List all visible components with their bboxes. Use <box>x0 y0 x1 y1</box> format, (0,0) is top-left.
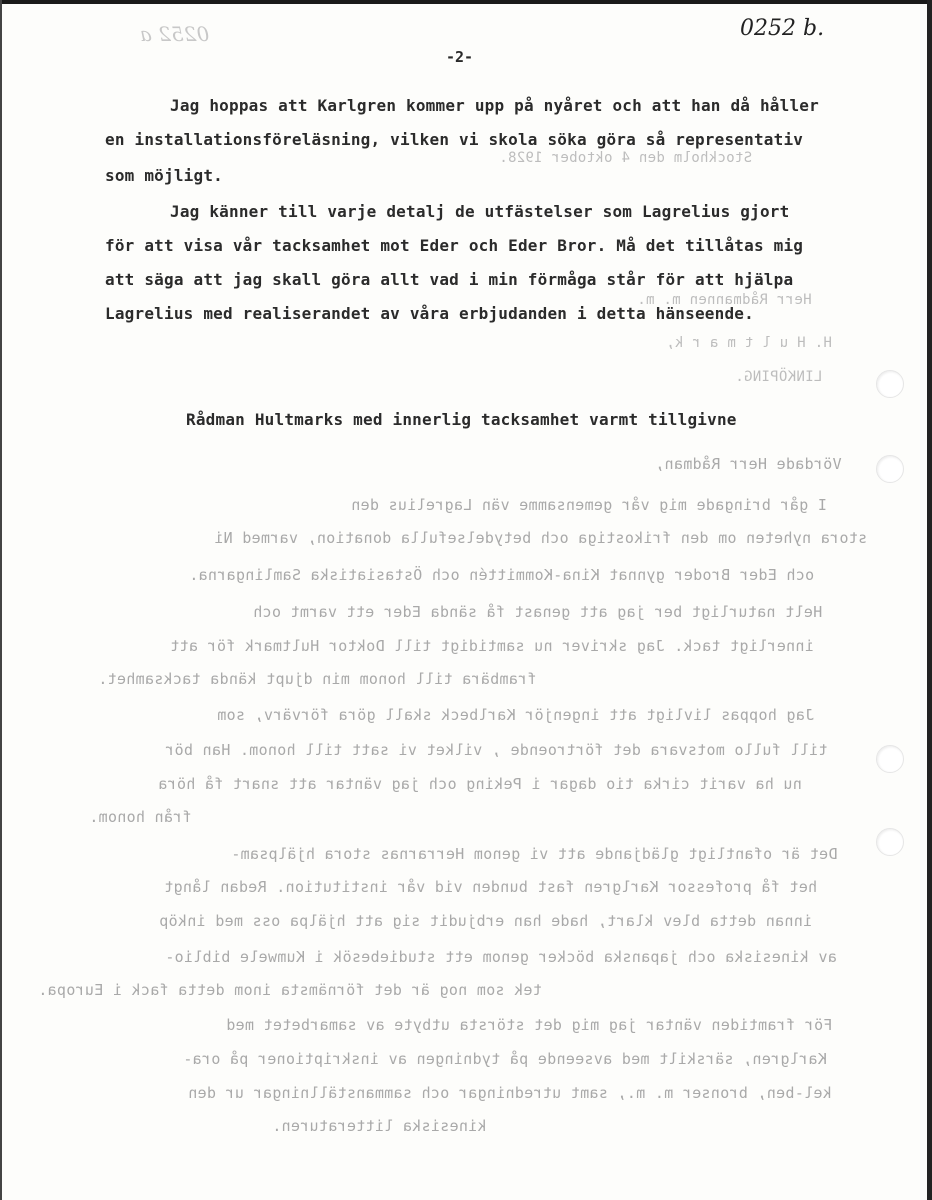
body-line-7: Lagrelius med realiserandet av våra erbjudanden i detta hänseende. <box>105 304 754 323</box>
ghost-text-line: kinesiska litteraturen. <box>272 1117 487 1135</box>
ghost-text-line: Karlgren, särskilt med avseende på tydningen av inskriptioner på ora- <box>183 1050 827 1068</box>
ghost-text-line: innerligt tack. Jag skriver nu samtidigt till Doktor Hultmark för att <box>170 637 814 655</box>
body-line-3: som möjligt. <box>105 166 223 185</box>
ghost-text-line: och Eder Broder gynnat Kina-Kommittén och Östasiatiska Samlingarna. <box>188 566 814 584</box>
ghost-text-line: stora nyheten om den frikostiga och betydelsefulla donation, varmed Ni <box>213 529 867 547</box>
closing-line: Rådman Hultmarks med innerlig tacksamhet varmt tillgivne <box>186 410 737 429</box>
ghost-text-line: tek som nog är det förnämsta inom detta fack i Europa. <box>38 981 542 999</box>
ghost-text-line: av kinesiska och japanska böcker genom ett studiebesök i Kumwele biblio- <box>165 948 837 966</box>
page-number: -2- <box>446 48 474 66</box>
ghost-salutation-line: Vördade Herr Rådman, <box>655 455 842 473</box>
body-line-1: Jag hoppas att Karlgren kommer upp på nyåret och att han då håller <box>170 96 819 115</box>
ghost-archive-number: 0252 a <box>140 22 210 46</box>
body-line-5: för att visa vår tacksamhet mot Eder och Eder Bror. Må det tillåtas mig <box>105 236 804 255</box>
ghost-text-line: innan detta blev klart, hade han erbjudit sig att hjälpa oss med inköp <box>158 912 812 930</box>
punch-hole <box>876 745 904 773</box>
body-line-2: en installationsföreläsning, vilken vi skola söka göra så representativ <box>105 130 804 149</box>
ghost-text-line: till fullo motsvara det förtroende , vilket vi satt till honom. Han bör <box>164 741 827 759</box>
scan-edge-right <box>927 0 932 1200</box>
ghost-text-line: För framtiden väntar jag mig det största utbyte av samarbetet med <box>225 1016 832 1034</box>
ghost-city-line: LINKÖPING. <box>734 369 822 385</box>
punch-hole <box>876 828 904 856</box>
punch-hole <box>876 455 904 483</box>
archive-number: 0252 b. <box>740 16 825 41</box>
ghost-addressee-line: Herr Rådmannen m. m. <box>637 292 812 308</box>
ghost-name-line: H. H u l t m a r k, <box>666 335 832 351</box>
scan-edge-top <box>0 0 932 4</box>
ghost-text-line: I går bringade mig vår gemensamme vän Lagrelius den <box>351 496 827 514</box>
punch-hole <box>876 370 904 398</box>
ghost-text-line: från honom. <box>89 808 192 826</box>
body-line-4: Jag känner till varje detalj de utfästelser som Lagrelius gjort <box>170 202 790 221</box>
ghost-text-line: Det är ofantligt glädjande att vi genom Herrarnas stora hjälpsam- <box>230 845 837 863</box>
scan-edge-left <box>0 0 2 1200</box>
ghost-text-line: Jag hoppas livligt att ingenjör Karlbeck skall göra förvärv, som <box>216 706 814 724</box>
ghost-text-line: frambära till honom min djupt kända tacksamhet. <box>98 670 537 688</box>
body-line-6: att säga att jag skall göra allt vad i min förmåga står för att hjälpa <box>105 270 794 289</box>
ghost-text-line: het få professor Karlgren fast bunden vid vår institution. Redan långt <box>163 878 817 896</box>
ghost-text-line: nu ha varit cirka tio dagar i Peking och jag väntar att snart få höra <box>158 775 802 793</box>
ghost-text-line: Helt naturligt ber jag att genast få sända Eder ett varmt och <box>252 603 822 621</box>
ghost-date-line: Stockholm den 4 oktober 1928. <box>498 150 752 166</box>
ghost-text-line: kel-ben, bronser m. m., samt utredningar och sammanställningar ur den <box>188 1084 832 1102</box>
